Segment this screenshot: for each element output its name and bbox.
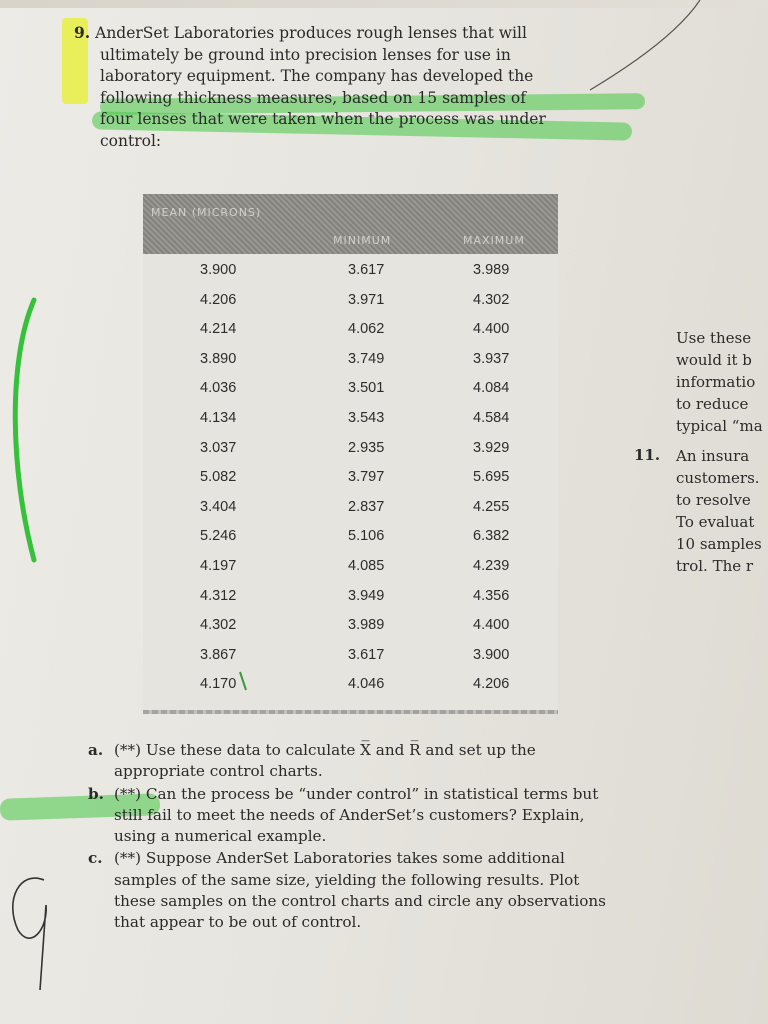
header-mean: MEAN (MICRONS)	[151, 206, 262, 219]
mean-cell: 4.214	[200, 321, 237, 338]
margin-q11-line: An insura	[676, 447, 750, 465]
margin-q11-line: to resolve	[676, 491, 751, 509]
green-bracket-mark	[15, 300, 34, 560]
mean-cell: 4.134	[200, 409, 237, 426]
maximum-cell: 3.929	[473, 439, 510, 456]
minimum-cell: 4.062	[348, 321, 385, 338]
part-a-text: (**) Use these data to calculate X̅̅ and R̅ and set up the appropriate control charts.	[114, 741, 536, 781]
part-a-label: a.	[88, 741, 104, 759]
mean-cell: 4.170	[200, 676, 237, 693]
mean-cell: 3.890	[200, 350, 237, 367]
margin-line: to reduce	[676, 395, 749, 413]
maximum-cell: 4.239	[473, 557, 510, 574]
maximum-cell: 4.400	[473, 617, 510, 634]
pencil-number-9	[13, 878, 46, 990]
part-b-label: b.	[88, 784, 104, 803]
mean-cell: 5.082	[200, 469, 237, 486]
minimum-cell: 3.543	[348, 409, 385, 426]
minimum-cell: 3.501	[348, 380, 385, 397]
mean-cell: 3.037	[200, 439, 237, 456]
header-minimum: MINIMUM	[333, 234, 392, 247]
mean-cell: 4.206	[200, 291, 237, 308]
minimum-cell: 3.749	[348, 350, 385, 367]
question-line: laboratory equipment. The company has developed the	[100, 67, 534, 85]
mean-cell: 4.302	[200, 617, 237, 634]
maximum-cell: 3.900	[473, 646, 510, 663]
minimum-cell: 3.989	[348, 617, 385, 634]
minimum-cell: 3.617	[348, 262, 385, 278]
margin-q11-line: customers.	[676, 469, 760, 487]
maximum-cell: 3.989	[473, 262, 510, 278]
margin-line: would it b	[676, 351, 752, 369]
part-b-text: (**) Can the process be “under control” in statistical terms but still fail to meet the needs of AnderSet’s customers? Explain, using a numerical example.	[114, 784, 599, 846]
question-line: 9. AnderSet Laboratories produces rough lenses that will	[74, 23, 527, 42]
minimum-cell: 3.949	[348, 587, 385, 604]
pencil-curve-top	[590, 0, 700, 90]
margin-q11-line: 10 samples	[676, 535, 762, 553]
part-c-label: c.	[88, 849, 103, 868]
maximum-cell: 4.400	[473, 321, 510, 338]
mean-cell: 4.036	[200, 380, 237, 397]
maximum-cell: 4.302	[473, 291, 510, 308]
minimum-cell: 2.935	[348, 439, 385, 456]
maximum-cell: 6.382	[473, 528, 510, 545]
mean-cell: 3.867	[200, 646, 237, 663]
mean-cell: 3.404	[200, 498, 237, 515]
mean-cell: 5.246	[200, 528, 237, 545]
maximum-cell: 4.206	[473, 676, 510, 693]
minimum-cell: 4.085	[348, 557, 385, 574]
question-line: control:	[100, 131, 162, 150]
minimum-cell: 4.046	[348, 676, 385, 693]
question-line: following thickness measures, based on 15 samples of	[100, 88, 526, 107]
question-11-number: 11.	[634, 446, 661, 464]
margin-line: typical “ma	[676, 417, 763, 435]
maximum-cell: 5.695	[473, 469, 510, 486]
minimum-cell: 5.106	[348, 528, 385, 545]
header-maximum: MAXIMUM	[463, 234, 525, 247]
margin-line: Use these	[676, 329, 752, 347]
question-line: four lenses that were taken when the process was under	[100, 110, 546, 128]
mean-cell: 4.312	[200, 587, 237, 604]
minimum-cell: 3.971	[348, 291, 385, 308]
question-number: 9.	[74, 23, 91, 42]
mean-cell: 4.197	[200, 557, 237, 574]
maximum-cell: 4.084	[473, 380, 510, 397]
margin-line: informatio	[676, 373, 756, 391]
maximum-cell: 3.937	[473, 350, 510, 367]
question-line: ultimately be ground into precision lenses for use in	[100, 45, 511, 64]
mean-cell: 3.900	[200, 262, 237, 278]
margin-q11-line: To evaluat	[676, 513, 755, 531]
minimum-cell: 2.837	[348, 498, 385, 515]
minimum-cell: 3.797	[348, 469, 385, 486]
part-c-text: (**) Suppose AnderSet Laboratories takes some additional samples of the same size, yielding the following results. Plot these samples on the control charts and circle any observations that appear to be out of control.	[114, 849, 606, 932]
minimum-cell: 3.617	[348, 646, 385, 663]
maximum-cell: 4.255	[473, 498, 510, 515]
maximum-cell: 4.356	[473, 587, 510, 604]
margin-q11-line: trol. The r	[676, 557, 754, 575]
pencil-tick-mark	[240, 672, 246, 690]
maximum-cell: 4.584	[473, 409, 510, 426]
